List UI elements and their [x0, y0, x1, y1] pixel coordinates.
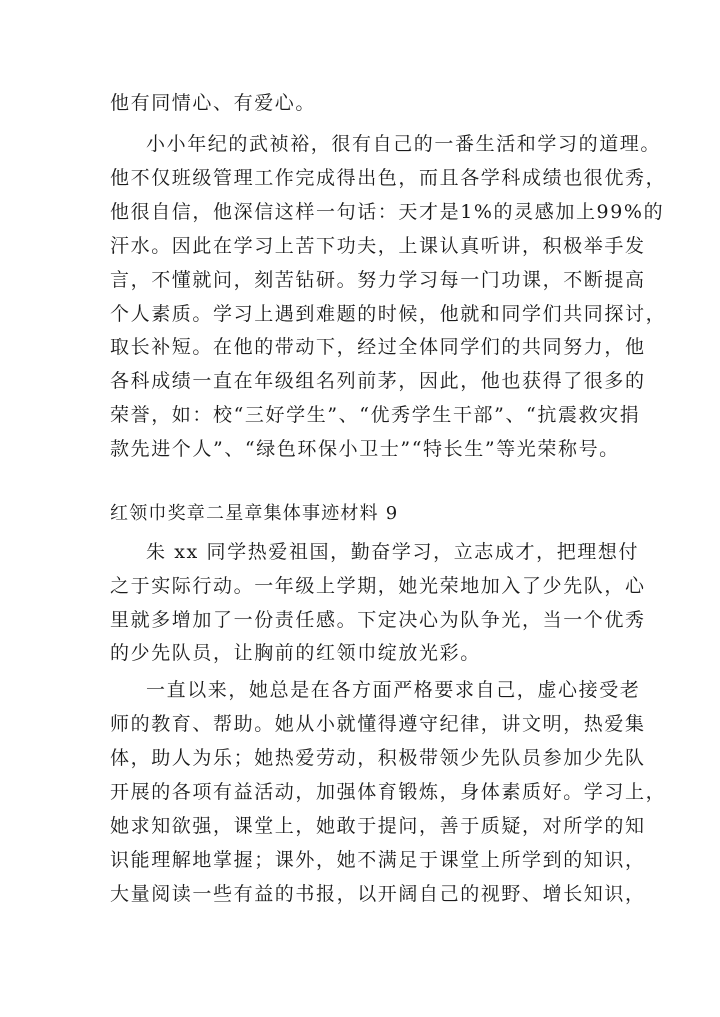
paragraph-line: 他有同情心、有爱心。: [110, 92, 317, 114]
paragraph-line: 体，助人为乐；她热爱劳动，积极带领少先队员参加少先队: [110, 747, 646, 769]
paragraph-line: 之于实际行动。一年级上学期，她光荣地加入了少先队，心: [110, 575, 646, 597]
paragraph-line: 一直以来，她总是在各方面严格要求自己，虚心接受老: [146, 679, 641, 701]
paragraph-line: 小小年纪的武祯裕，很有自己的一番生活和学习的道理。: [146, 133, 662, 155]
paragraph-line: 开展的各项有益活动，加强体育锻炼，身体素质好。学习上，: [110, 781, 667, 803]
paragraph-line: 识能理解地掌握；课外，她不满足于课堂上所学到的知识，: [110, 849, 646, 871]
paragraph-line: 他不仅班级管理工作完成得出色，而且各学科成绩也很优秀，: [110, 167, 667, 189]
paragraph-line: 里就多增加了一份责任感。下定决心为队争光，当一个优秀: [110, 609, 646, 631]
paragraph-line: 款先进个人”、“绿色环保小卫士”“特长生”等光荣称号。: [110, 438, 620, 460]
paragraph-line: 言，不懂就问，刻苦钻研。努力学习每一门功课，不断提高: [110, 269, 646, 291]
paragraph-line: 她求知欲强，课堂上，她敢于提问，善于质疑，对所学的知: [110, 815, 646, 837]
paragraph-line: 的少先队员，让胸前的红领巾绽放光彩。: [110, 642, 481, 664]
paragraph-line: 大量阅读一些有益的书报，以开阔自己的视野、增长知识，: [110, 883, 646, 905]
paragraph-line: 汗水。因此在学习上苦下功夫，上课认真听讲，积极举手发: [110, 235, 646, 257]
paragraph-line: 师的教育、帮助。她从小就懂得遵守纪律，讲文明，热爱集: [110, 713, 646, 735]
paragraph-line: 各科成绩一直在年级组名列前茅，因此，他也获得了很多的: [110, 370, 646, 392]
paragraph-line: 荣誉，如：校“三好学生”、“优秀学生干部”、“抗震救灾捐: [110, 404, 641, 426]
paragraph-line: 朱 xx 同学热爱祖国，勤奋学习，立志成才，把理想付: [146, 541, 640, 563]
section-heading: 红领巾奖章二星章集体事迹材料 9: [110, 503, 399, 524]
paragraph-line: 他很自信，他深信这样一句话：天才是1%的灵感加上99%的: [110, 201, 665, 223]
paragraph-line: 取长补短。在他的带动下，经过全体同学们的共同努力，他: [110, 336, 646, 358]
paragraph-line: 个人素质。学习上遇到难题的时候，他就和同学们共同探讨，: [110, 303, 667, 325]
